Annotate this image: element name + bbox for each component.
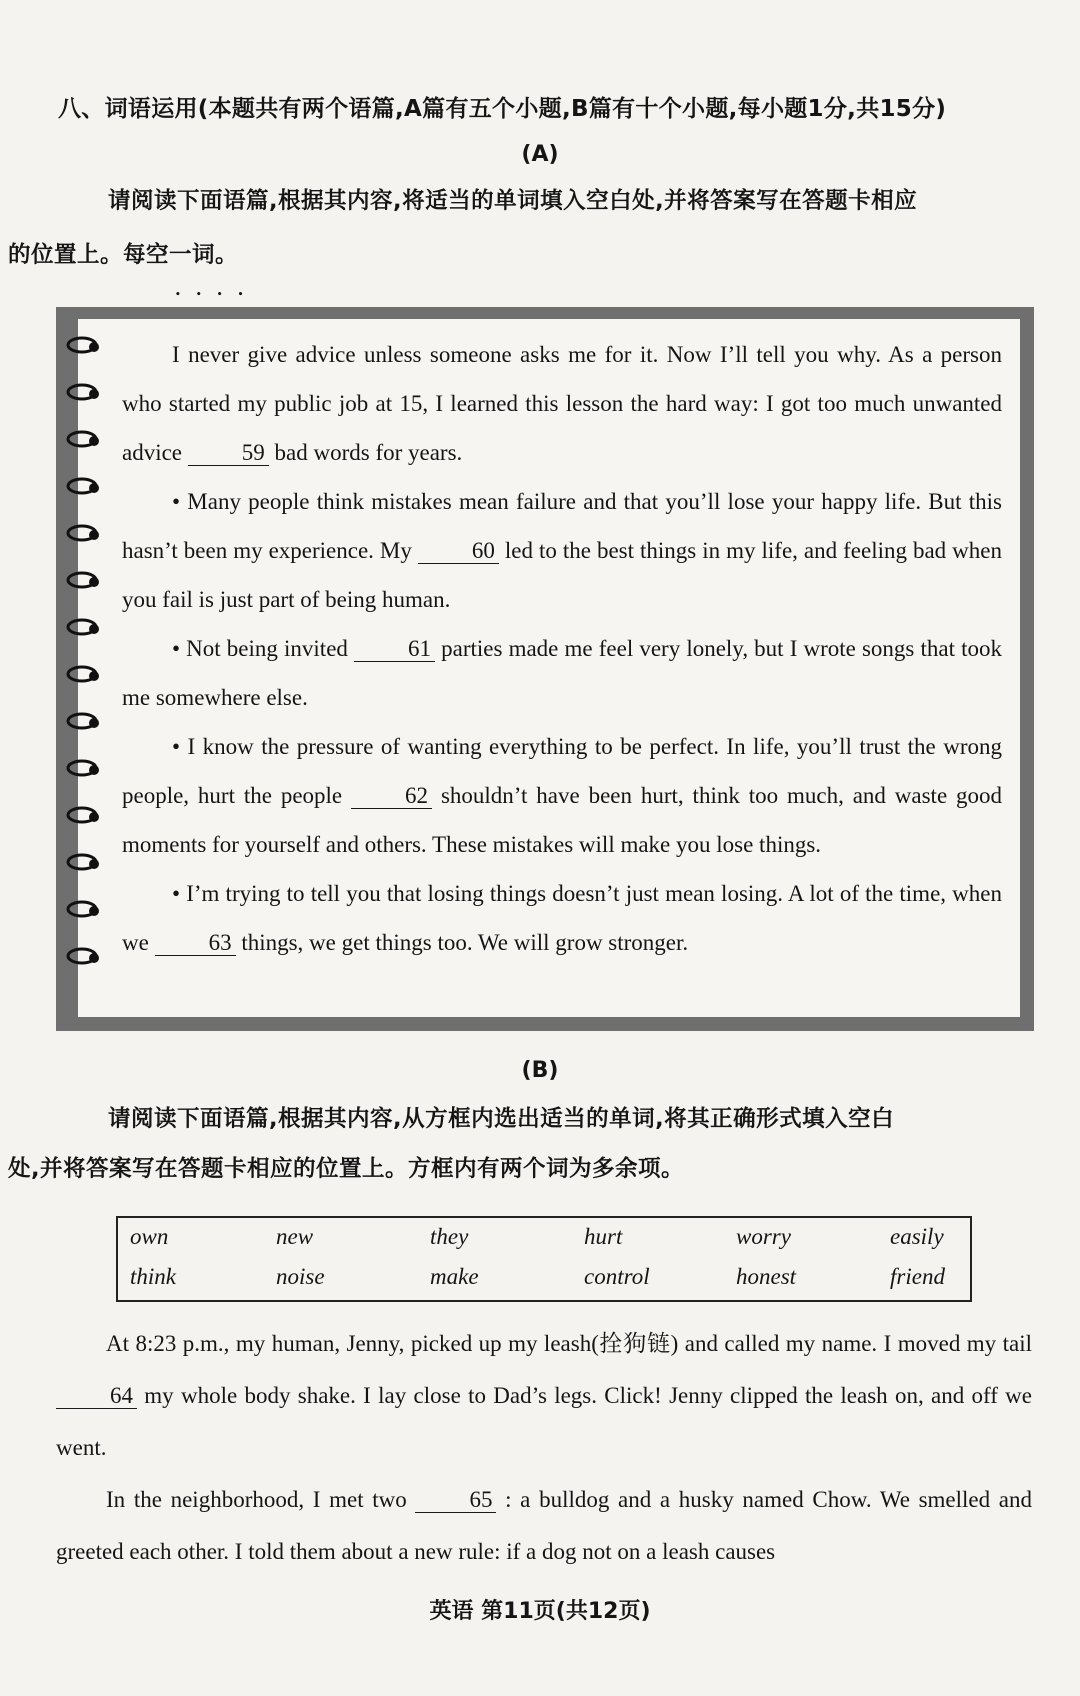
passage-text: shouldn’t have been hurt, think too much, and waste good moments for yourself and others. These mistakes will make you lose things. — [122, 783, 1003, 857]
word-bank-item: control — [584, 1264, 650, 1289]
word-bank-item: hurt — [584, 1224, 623, 1249]
spiral-ring-icon — [64, 520, 112, 546]
passage-a-paragraph — [122, 477, 1002, 624]
part-b-instructions-line1: 请阅读下面语篇,根据其内容,从方框内选出适当的单词,将其正确形式填入空白 — [108, 1106, 895, 1132]
part-a-instructions-line2c: 。 — [215, 242, 239, 268]
passage-text: things, we get things too. We will grow stronger. — [241, 930, 689, 955]
passage-text: : a bulldog and a husky named Chow. We smelled and greeted each other. I told them about a new rule: if a dog not on a leash causes — [56, 1487, 1033, 1564]
passage-text: led to the best things in my life, and feeling bad when you fail is just part of being human. — [122, 538, 1002, 612]
passage-a-paragraph — [122, 869, 1002, 967]
word-bank-box — [116, 1216, 972, 1302]
spiral-ring-icon — [64, 802, 112, 828]
spiral-ring-icon — [64, 426, 112, 452]
answer-blank-59[interactable]: 59 — [188, 441, 269, 466]
spiral-ring-icon — [64, 661, 112, 687]
word-bank-item: make — [430, 1264, 479, 1289]
passage-text: bad words for years. — [274, 440, 463, 465]
answer-blank-62[interactable]: 62 — [351, 784, 432, 809]
spiral-ring-icon — [64, 943, 112, 969]
word-bank-item: noise — [276, 1264, 325, 1289]
word-bank-item: easily — [890, 1224, 944, 1249]
section-title: 八、词语运用(本题共有两个语篇,A篇有五个小题,B篇有十个小题,每小题1分,共15分) — [58, 96, 947, 122]
passage-text: my whole body shake. I lay close to Dad’s legs. Click! Jenny clipped the leash on, and off we went. — [56, 1383, 1032, 1460]
part-b-instructions-line2: 处,并将答案写在答题卡相应的位置上。方框内有两个词为多余项。 — [8, 1156, 685, 1182]
answer-blank-61[interactable]: 61 — [354, 637, 435, 662]
spiral-ring-icon — [64, 708, 112, 734]
spiral-ring-icon — [64, 849, 112, 875]
spiral-ring-icon — [64, 379, 112, 405]
spiral-ring-icon — [64, 614, 112, 640]
word-bank-item: own — [130, 1224, 169, 1249]
part-a-instructions — [8, 174, 1033, 282]
answer-blank-65[interactable]: 65 — [415, 1488, 496, 1513]
spiral-ring-icon — [64, 332, 112, 358]
part-b-label: (B) — [521, 1058, 559, 1083]
spiral-ring-icon — [64, 567, 112, 593]
answer-blank-63[interactable]: 63 — [155, 931, 236, 956]
passage-text: At 8:23 p.m., my human, Jenny, picked up my leash(拴狗链) and called my name. I moved my tail — [106, 1331, 1032, 1356]
spiral-ring-icon — [64, 473, 112, 499]
passage-b-paragraph — [56, 1318, 1032, 1474]
passage-text: • Not being invited — [172, 636, 348, 661]
passage-text: • I know the pressure of wanting everything to be perfect. In life, you’ll trust the wrong people, hurt the people — [122, 734, 1002, 808]
page-footer: 英语 第11页(共12页) — [429, 1599, 651, 1624]
passage-a-paragraph — [122, 330, 1002, 477]
word-bank-item: worry — [736, 1224, 791, 1249]
answer-blank-60[interactable]: 60 — [418, 539, 499, 564]
part-a-instructions-line2a: 的位置上。 — [8, 242, 124, 268]
passage-b-paragraph — [56, 1474, 1032, 1578]
word-bank-item: friend — [890, 1264, 945, 1289]
part-b-instructions — [8, 1094, 1033, 1194]
passage-a-paragraph — [122, 722, 1002, 869]
passage-text: • Many people think mistakes mean failure and that you’ll lose your happy life. But this hasn’t been my experience. My — [122, 489, 1002, 563]
part-a-instructions-line1: 请阅读下面语篇,根据其内容,将适当的单词填入空白处,并将答案写在答题卡相应 — [108, 188, 918, 214]
passage-text: I never give advice unless someone asks me for it. Now I’ll tell you why. As a person who started my public job at 15, I learned this lesson the hard way: I got too much unwanted advice — [122, 342, 1002, 465]
word-bank-item: new — [276, 1224, 314, 1249]
word-bank-item: honest — [736, 1264, 797, 1289]
passage-b — [56, 1318, 1032, 1578]
passage-text: In the neighborhood, I met two — [106, 1487, 407, 1512]
answer-blank-64[interactable]: 64 — [56, 1384, 137, 1409]
word-bank-item: they — [430, 1224, 469, 1249]
spiral-ring-icon — [64, 896, 112, 922]
passage-text: • I’m trying to tell you that losing things doesn’t just mean losing. A lot of the time, when we — [122, 881, 1002, 955]
emphasis-dotted-text: 每空一词 • • • • — [123, 242, 215, 268]
passage-a — [122, 330, 1002, 967]
spiral-ring-icon — [64, 755, 112, 781]
word-bank-item: think — [130, 1264, 176, 1289]
part-a-label: (A) — [521, 142, 559, 167]
passage-text: parties made me feel very lonely, but I wrote songs that took me somewhere else. — [122, 636, 1002, 710]
passage-a-paragraph — [122, 624, 1002, 722]
